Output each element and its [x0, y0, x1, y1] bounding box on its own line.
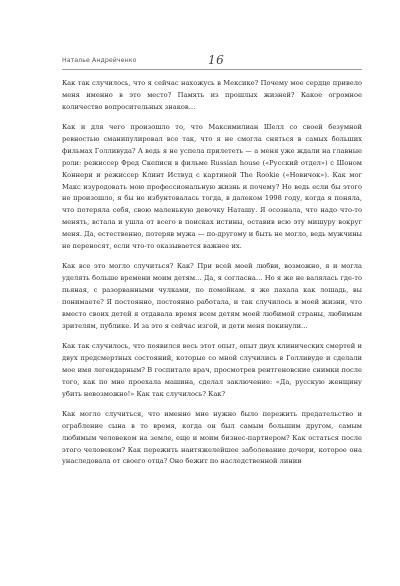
paragraph: Как и для чего произошло то, что Максимилиан Шелл со своей безумной ревностью сманипулировал все так, что я не смогла сняться в самых больших фильмах Голливуда? А ведь я не успела прилететь — а меня уже ждали на главные роли: режиссер Фред Скеписи в фильме Russian house («Русский отдел») с Шоном Коннери и режиссер Клинт Иствуд с картиной The Rookie («Новичок»). Как мог Макс изуродовать мою профессиональную жизнь и почему? Но ведь если бы этого не произошло, я бы не избунтовалась тогда, в далеком 1998 году, когда я поняла, что потеряла себя, свою маленькую девочку Наташу. Я осознала, что надо что-то менять, встала и ушла от всего в поисках истины, оставив всю эту мишуру вокруг меня. Да, естественно, потеряв мужа — по-другому и быть не могло, ведь мужчины не переносят, если что-то оказывается важнее их.: [62, 123, 362, 251]
body-text: [62, 78, 362, 477]
paragraph: Как так случилось, что я сейчас нахожусь в Мексике? Почему мое сердце привело меня именно в это место? Память из прошлых жизней? Какое огромное количество вопросительных знаков…: [62, 79, 362, 111]
page-number: 16: [208, 53, 225, 67]
paragraph: Как все это могло случиться? Как? При всей моей любви, возможно, я и могла уделять больше времени моим детям… Да, я согласна… Но я же не валялась где-то пьяная, с разорванными чулками, по помойкам. я же пахала как лошадь, вы понимаете? Я постоянно, постоянно работала, и так случилось в моей жизни, что вместо своих детей я отдавала время всем детям моей любимой страны, любимым зрителям, публике. И за это я сейчас изгой, и дети меня покинули…: [62, 262, 362, 330]
paragraph: Как так случилось, что появился весь этот опыт, опыт двух клинических смертей и двух предсмертных состояний, которые со мной случились в Голливуде и сделали мое имя легендарным? В госпитале врач, просмотрев рентгеновские снимки после того, как по мне проехала машина, сделал заключение: «Да, русскую женщину убить невозможно!» Как так случилось? Как?: [62, 342, 362, 398]
paragraph: Как могло случиться, что именно мне нужно было пережить предательство и ограбление сына в то время, когда он был самым большим другом, самым любимым человеком на земле, еще и моим бизнес-партнером? Как остаться после этого человеком? Как пережить наитяжелейшее заболевание дочери, которое она унаследовала от своего отца? Оно бежит по наследственной линии: [62, 409, 362, 466]
header-rule: [62, 69, 362, 70]
header-author: Наталье Андрейченко: [62, 57, 137, 64]
running-header: [62, 53, 362, 71]
